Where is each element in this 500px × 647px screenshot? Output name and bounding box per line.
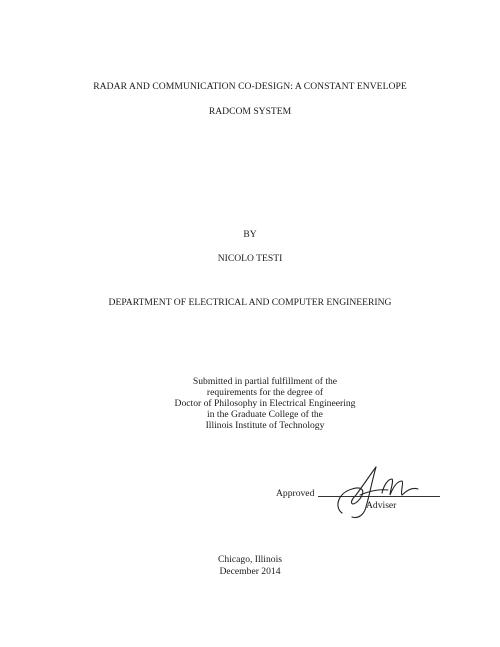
department-name: DEPARTMENT OF ELECTRICAL AND COMPUTER ENGINEERING (108, 297, 392, 308)
submission-line: Submitted in partial fulfillment of the (192, 376, 338, 387)
submission-line: in the Graduate College of the (207, 409, 323, 420)
location: Chicago, Illinois (218, 554, 282, 565)
submission-line: requirements for the degree of (206, 387, 324, 398)
author-name: NICOLO TESTI (217, 253, 283, 264)
approved-label: Approved (276, 488, 315, 499)
title-line-1: RADAR AND COMMUNICATION CO-DESIGN: A CONSTANT ENVELOPE (93, 81, 407, 92)
by-label: BY (243, 229, 257, 240)
adviser-signature (330, 463, 430, 523)
adviser-label: Adviser (366, 500, 397, 511)
title-line-2: RADCOM SYSTEM (208, 106, 292, 117)
submission-date: December 2014 (219, 566, 281, 577)
submission-line: Illinois Institute of Technology (205, 420, 325, 431)
submission-line: Doctor of Philosophy in Electrical Engineering (174, 398, 356, 409)
